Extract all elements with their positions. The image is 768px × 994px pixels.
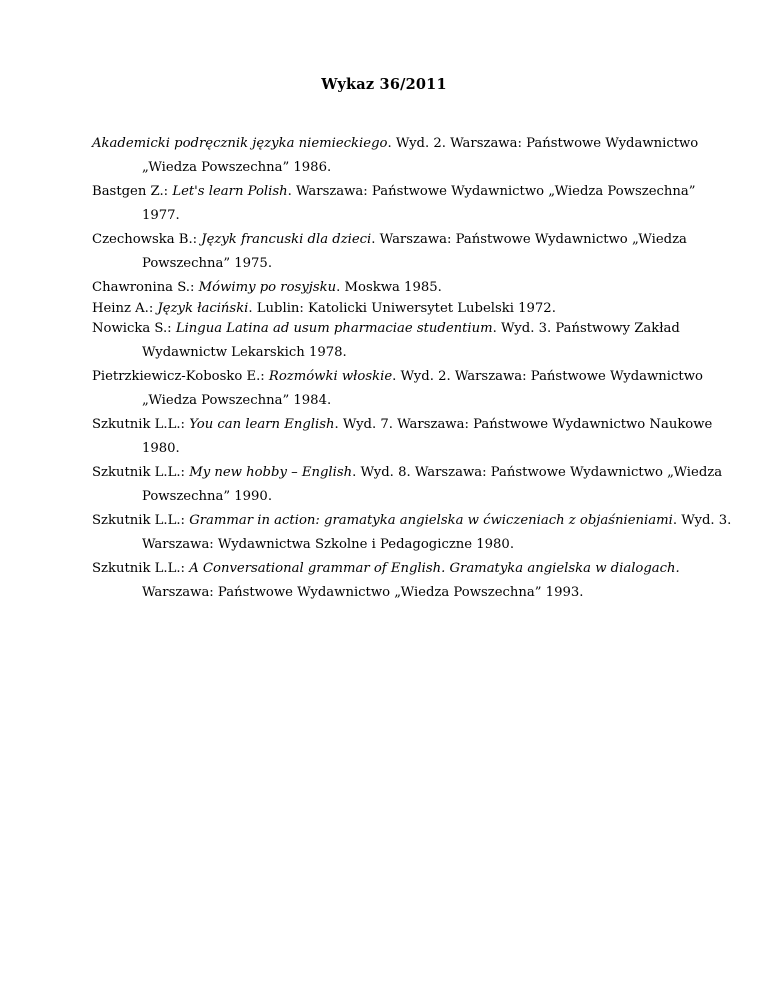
entry-details: Warszawa: Państwowe Wydawnictwo „Wiedza Powszechna” 1993. (142, 585, 584, 600)
bibliography-entry (92, 317, 732, 365)
entry-author: Szkutnik L.L.: (92, 465, 190, 480)
bibliography-entry (92, 132, 732, 180)
entry-title: Język łaciński (157, 301, 249, 316)
entry-title: Akademicki podręcznik języka niemieckiego (92, 136, 388, 151)
entry-details: . Wyd. 3. Warszawa: Wydawnictwa Szkolne i Pedagogiczne 1980. (142, 513, 732, 552)
bibliography-entry (92, 276, 732, 300)
entry-title: Mówimy po rosyjsku (198, 280, 337, 295)
entry-title: My new hobby – English (189, 465, 353, 480)
entry-title: Let's learn Polish (172, 184, 288, 199)
entry-title: Lingua Latina ad usum pharmaciae studentium (175, 321, 493, 336)
entry-details: . Wyd. 8. Warszawa: Państwowe Wydawnictwo „Wiedza Powszechna” 1990. (142, 465, 723, 504)
entry-author: Nowicka S.: (92, 321, 176, 336)
bibliography-entry (92, 180, 732, 228)
bibliography-entry (92, 228, 732, 276)
entry-author: Heinz A.: (92, 301, 158, 316)
entry-details: . Warszawa: Państwowe Wydawnictwo „Wiedza Powszechna” 1977. (142, 184, 696, 223)
bibliography-entry (92, 557, 732, 605)
page-title: Wykaz 36/2011 (321, 76, 447, 93)
entry-author: Szkutnik L.L.: (92, 417, 190, 432)
entry-details: . Wyd. 3. Państwowy Zakład Wydawnictw Lekarskich 1978. (142, 321, 680, 360)
entry-author: Chawronina S.: (92, 280, 199, 295)
bibliography-entry (92, 461, 732, 509)
entry-author: Szkutnik L.L.: (92, 513, 190, 528)
bibliography-entry (92, 365, 732, 413)
entry-title: You can learn English (189, 417, 335, 432)
entry-title: Grammar in action: gramatyka angielska w ćwiczeniach z objaśnieniami (189, 513, 673, 528)
entry-details: . Wyd. 7. Warszawa: Państwowe Wydawnictwo Naukowe 1980. (142, 417, 713, 456)
entry-title: Język francuski dla dzieci (201, 232, 372, 247)
bibliography-entry (92, 300, 732, 317)
entry-details: . Moskwa 1985. (336, 280, 442, 295)
entry-author: Szkutnik L.L.: (92, 561, 190, 576)
bibliography-entry (92, 509, 732, 557)
entry-title: A Conversational grammar of English. Gramatyka angielska w dialogach. (189, 561, 680, 576)
entry-author: Czechowska B.: (92, 232, 202, 247)
entry-author: Pietrzkiewicz-Kobosko E.: (92, 369, 269, 384)
entry-details: . Wyd. 2. Warszawa: Państwowe Wydawnictwo „Wiedza Powszechna” 1984. (142, 369, 703, 408)
entry-details: . Lublin: Katolicki Uniwersytet Lubelski 1972. (248, 301, 556, 316)
bibliography-entry (92, 413, 732, 461)
entry-author: Bastgen Z.: (92, 184, 173, 199)
entry-details: . Wyd. 2. Warszawa: Państwowe Wydawnictwo „Wiedza Powszechna” 1986. (142, 136, 699, 175)
bibliography-list (92, 132, 732, 605)
entry-title: Rozmówki włoskie (268, 369, 393, 384)
entry-details: . Warszawa: Państwowe Wydawnictwo „Wiedza Powszechna” 1975. (142, 232, 687, 271)
